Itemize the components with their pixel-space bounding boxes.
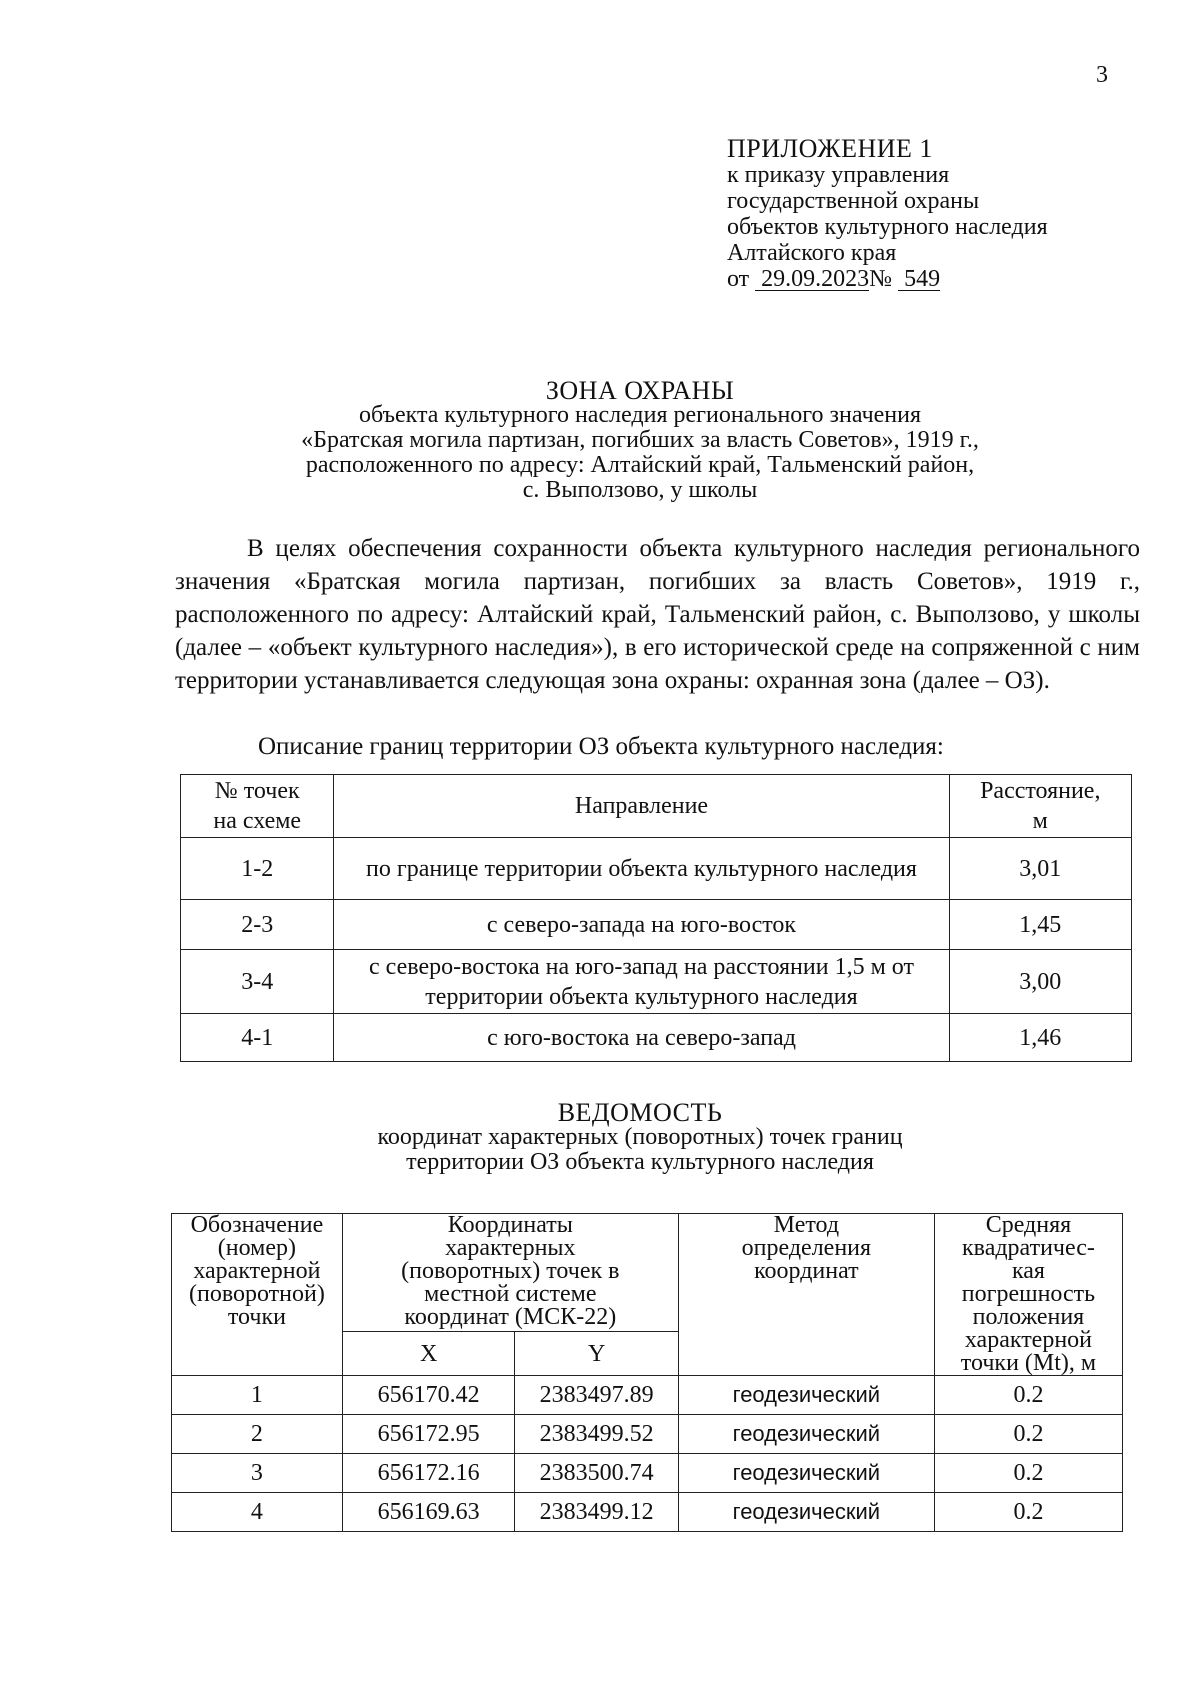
date-prefix: от bbox=[727, 266, 750, 292]
table-header-row bbox=[181, 775, 1132, 838]
direction-header: Направление bbox=[334, 775, 949, 838]
distance-cell: 1,45 bbox=[949, 900, 1131, 950]
y-cell: 2383499.52 bbox=[515, 1415, 678, 1454]
point-cell: 1 bbox=[172, 1376, 343, 1415]
vedomost-title: ВЕДОМОСТЬ bbox=[557, 1098, 723, 1127]
boundary-table bbox=[180, 774, 1132, 1062]
zone-heading bbox=[160, 378, 1120, 503]
distance-cell: 3,00 bbox=[949, 950, 1131, 1014]
vedomost-subtitle-line: территории ОЗ объекта культурного наследия bbox=[406, 1149, 874, 1175]
error-cell: 0.2 bbox=[934, 1454, 1122, 1493]
x-cell: 656170.42 bbox=[342, 1376, 515, 1415]
distance-header: Расстояние, м bbox=[949, 775, 1131, 838]
coordinates-header: Координаты характерных (поворотных) точек в местной системе координат (МСК-22) bbox=[342, 1214, 678, 1332]
appendix-date-line bbox=[727, 266, 1048, 292]
direction-cell: по границе территории объекта культурного наследия bbox=[334, 838, 949, 900]
zone-subtitle-line: с. Выползово, у школы bbox=[522, 477, 758, 503]
point-cell: 2 bbox=[172, 1415, 343, 1454]
direction-cell: с северо-запада на юго-восток bbox=[334, 900, 949, 950]
table-row bbox=[181, 900, 1132, 950]
x-cell: 656172.95 bbox=[342, 1415, 515, 1454]
main-paragraph: В целях обеспечения сохранности объекта культурного наследия регионального значения «Братская могила партизан, погибших за власть Советов», 1919 г., расположенного по адресу: Алтайский край, Тальменский район, с. Выползово, у школы (далее – «объект культурного наследия»), в его исторической среде на сопряженной с ним территории устанавливается следующая зона охраны: охранная зона (далее – ОЗ). bbox=[175, 535, 1140, 694]
table-row bbox=[181, 950, 1132, 1014]
vedomost-heading bbox=[160, 1100, 1120, 1175]
error-cell: 0.2 bbox=[934, 1376, 1122, 1415]
table-row bbox=[181, 1014, 1132, 1062]
zone-subtitle-line: расположенного по адресу: Алтайский край, Тальменский район, bbox=[305, 452, 975, 478]
method-cell: геодезический bbox=[678, 1454, 934, 1493]
y-cell: 2383500.74 bbox=[515, 1454, 678, 1493]
error-header: Средняя квадратичес- кая погрешность положения характерной точки (Mt), м bbox=[934, 1214, 1122, 1376]
y-header: Y bbox=[515, 1332, 678, 1376]
method-cell: геодезический bbox=[678, 1376, 934, 1415]
zone-subtitle-line: объекта культурного наследия регионального значения bbox=[358, 402, 922, 428]
x-cell: 656169.63 bbox=[342, 1493, 515, 1532]
number-prefix: № bbox=[869, 266, 893, 292]
distance-cell: 1,46 bbox=[949, 1014, 1131, 1062]
points-cell: 2-3 bbox=[181, 900, 334, 950]
appendix-line: Алтайского края bbox=[727, 240, 897, 266]
direction-cell: с северо-востока на юго-запад на расстоянии 1,5 м от территории объекта культурного наследия bbox=[334, 950, 949, 1014]
distance-cell: 3,01 bbox=[949, 838, 1131, 900]
table-row bbox=[181, 838, 1132, 900]
method-cell: геодезический bbox=[678, 1415, 934, 1454]
zone-subtitle-line: «Братская могила партизан, погибших за власть Советов», 1919 г., bbox=[301, 427, 979, 453]
appendix-title: ПРИЛОЖЕНИЕ 1 bbox=[727, 134, 933, 163]
y-cell: 2383497.89 bbox=[515, 1376, 678, 1415]
points-cell: 3-4 bbox=[181, 950, 334, 1014]
appendix-line: объектов культурного наследия bbox=[727, 214, 1048, 240]
table-row bbox=[172, 1493, 1123, 1532]
points-cell: 1-2 bbox=[181, 838, 334, 900]
direction-cell: с юго-востока на северо-запад bbox=[334, 1014, 949, 1062]
point-cell: 3 bbox=[172, 1454, 343, 1493]
error-cell: 0.2 bbox=[934, 1493, 1122, 1532]
boundary-table-caption: Описание границ территории ОЗ объекта культурного наследия: bbox=[258, 733, 944, 760]
appendix-line: к приказу управления bbox=[727, 162, 950, 188]
page-number: 3 bbox=[1096, 62, 1108, 88]
table-header-row bbox=[172, 1214, 1123, 1332]
table-row bbox=[172, 1454, 1123, 1493]
vedomost-subtitle-line: координат характерных (поворотных) точек границ bbox=[377, 1124, 903, 1150]
appendix-line: государственной охраны bbox=[727, 188, 980, 214]
x-cell: 656172.16 bbox=[342, 1454, 515, 1493]
error-cell: 0.2 bbox=[934, 1415, 1122, 1454]
points-cell: 4-1 bbox=[181, 1014, 334, 1062]
appendix-block bbox=[727, 136, 1048, 292]
table-row bbox=[172, 1415, 1123, 1454]
points-header: № точек на схеме bbox=[181, 775, 334, 838]
zone-title: ЗОНА ОХРАНЫ bbox=[545, 376, 735, 405]
table-row bbox=[172, 1376, 1123, 1415]
method-header: Метод определения координат bbox=[678, 1214, 934, 1376]
order-date: 29.09.2023 bbox=[755, 268, 869, 291]
y-cell: 2383499.12 bbox=[515, 1493, 678, 1532]
point-cell: 4 bbox=[172, 1493, 343, 1532]
method-cell: геодезический bbox=[678, 1493, 934, 1532]
designation-header: Обозначение (номер) характерной (поворотной) точки bbox=[172, 1214, 343, 1376]
x-header: X bbox=[342, 1332, 515, 1376]
order-number: 549 bbox=[898, 268, 940, 291]
coordinates-table bbox=[171, 1213, 1123, 1532]
